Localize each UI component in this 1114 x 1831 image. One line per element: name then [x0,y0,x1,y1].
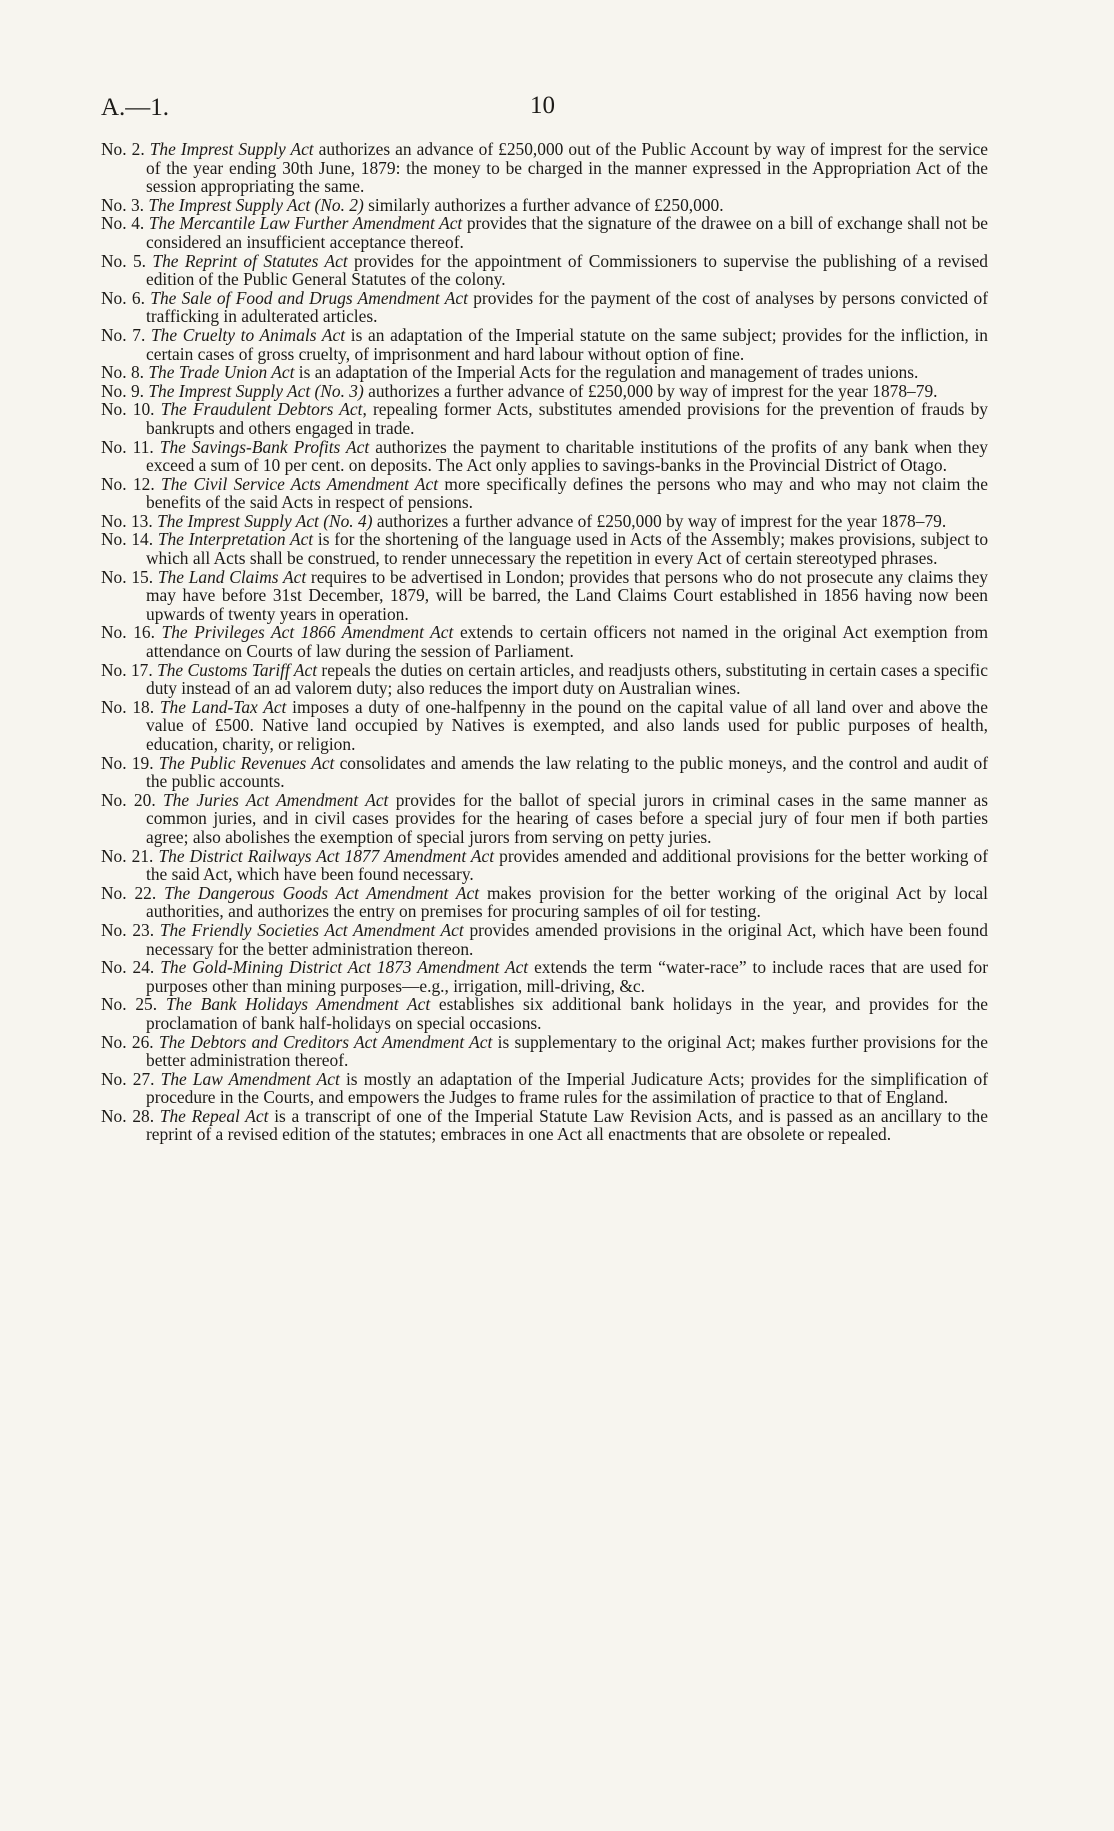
act-description: consolidates and amends the law relating to the public moneys, and the control and audit of the public accounts. [146,752,988,792]
act-description: establishes six additional bank holidays in the year, and provides for the proclamation of bank half-holidays on special occasions. [146,994,988,1033]
act-number: No. 24. [101,957,155,978]
act-title: The Interpretation Act [157,529,314,550]
act-entry [101,958,988,995]
act-description: provides for the ballot of special jurors in criminal cases in the same manner as common juries, and in civil cases provides for the hearing of cases before a special jury of four men if both parties agree; also abolishes the exemption of special jurors from serving on petty juries. [146,789,988,847]
act-entry [101,289,988,326]
act-number: No. 11. [101,436,154,457]
act-title: The Dangerous Goods Act Amendment Act [164,882,480,903]
act-entry [101,661,988,698]
act-entry [101,530,988,567]
act-description: authorizes a further advance of £250,000 by way of imprest for the year 1878–79. [363,380,938,401]
act-number: No. 27. [101,1068,155,1089]
act-number: No. 25. [101,994,158,1015]
act-entry [101,326,988,363]
act-description: provides that the signature of the drawee on a bill of exchange shall not be considered an insufficient acceptance thereof. [146,213,988,252]
act-description: imposes a duty of one-halfpenny in the pound on the capital value of all land over and above the value of £500. Native land occupied by Natives is exempted, and also lands used for public purposes of health, education, charity, or religion. [146,696,988,754]
act-number: No. 26. [101,1031,154,1052]
act-description: is a transcript of one of the Imperial Statute Law Revision Acts, and is passed as an ancillary to the reprint of a revised edition of the statutes; embraces in one Act all enactments that are obsolete or repealed. [146,1105,988,1145]
act-title: The Juries Act Amendment Act [163,789,389,810]
act-entry [101,847,988,884]
act-entry [101,995,988,1032]
act-description: provides amended and additional provisions for the better working of the said Act, which have been found necessary. [146,845,988,885]
act-number: No. 9. [101,380,144,401]
act-number: No. 17. [101,659,153,680]
act-number: No. 13. [101,510,153,531]
act-description: more specifically defines the persons who may and who may not claim the benefits of the said Acts in respect of pensions. [146,473,988,513]
act-title: The Civil Service Acts Amendment Act [161,473,439,494]
act-number: No. 22. [101,882,157,903]
act-description: is supplementary to the original Act; makes further provisions for the better administration thereof. [146,1031,988,1071]
act-description: provides amended provisions in the original Act, which have been found necessary for the better administration thereon. [146,919,988,959]
act-description: makes provision for the better working of the original Act by local authorities, and authorizes the entry on premises for procuring samples of oil for testing. [146,882,988,922]
act-number: No. 6. [101,287,145,308]
act-description: is an adaptation of the Imperial statute on the same subject; provides for the infliction, in certain cases of gross cruelty, of imprisonment and hard labour without option of fine. [146,324,988,364]
act-entry [101,196,988,215]
act-title: The Bank Holidays Amendment Act [165,994,431,1015]
act-entry [101,512,988,531]
act-entry [101,623,988,660]
act-description: repeals the duties on certain articles, and readjusts others, substituting in certain cases a specific duty instead of an ad valorem duty; also reduces the import duty on Australian wines. [146,659,988,699]
act-description: extends the term “water-race” to include races that are used for purposes other than mining purposes—e.g., irrigation, mill-driving, &c. [146,957,988,996]
act-title: The Debtors and Creditors Act Amendment Act [158,1031,493,1052]
act-number: No. 20. [101,789,156,810]
act-title: The Imprest Supply Act [149,139,314,159]
act-number: No. 18. [101,696,155,717]
act-title: The Imprest Supply Act (No. 2) [148,194,364,215]
act-title: The Mercantile Law Further Amendment Act [148,213,463,234]
act-entry [101,475,988,512]
act-entry [101,754,988,791]
act-number: No. 10. [101,399,155,420]
page-number: 10 [530,92,555,119]
act-description: extends to certain officers not named in the original Act exemption from attendance on Courts of law during the session of Parliament. [146,622,988,662]
act-number: No. 16. [101,622,155,643]
act-title: The Customs Tariff Act [157,659,318,680]
act-title: The Gold-Mining District Act 1873 Amendment Act [160,957,529,978]
act-title: The Imprest Supply Act (No. 3) [148,380,364,401]
act-list [101,140,988,1144]
act-entry [101,1033,988,1070]
act-description: , repealing former Acts, substitutes amended provisions for the prevention of frauds by bankrupts and others engaged in trade. [146,399,988,438]
act-number: No. 2. [101,139,145,159]
act-title: The Trade Union Act [148,362,295,383]
act-description: authorizes a further advance of £250,000 by way of imprest for the year 1878–79. [372,510,947,531]
act-title: The District Railways Act 1877 Amendment Act [158,845,495,866]
act-description: authorizes an advance of £250,000 out of the Public Account by way of imprest for the service of the year ending 30th June, 1879: the money to be charged in the manner expressed in the Appropriation Act of the session appropriating the same. [146,139,988,197]
act-description: is an adaptation of the Imperial Acts for the regulation and management of trades unions. [294,362,919,383]
act-number: No. 21. [101,845,154,866]
act-entry [101,568,988,624]
act-title: The Privileges Act 1866 Amendment Act [161,622,454,643]
act-entry [101,791,988,847]
act-title: The Law Amendment Act [160,1068,340,1089]
act-title: The Sale of Food and Drugs Amendment Act [150,287,468,308]
act-entry [101,1070,988,1107]
act-title: The Imprest Supply Act (No. 4) [157,510,373,531]
act-number: No. 7. [101,324,146,345]
act-entry [101,363,988,382]
act-description: authorizes the payment to charitable institutions of the profits of any bank when they exceed a sum of 10 per cent. on deposits. The Act only applies to savings-banks in the Provincial District of Otago. [146,436,988,476]
act-description: provides for the appointment of Commissioners to supervise the publishing of a revised edition of the Public General Statutes of the colony. [146,250,988,290]
act-entry [101,438,988,475]
act-entry [101,698,988,754]
act-entry [101,1107,988,1144]
act-entry [101,252,988,289]
act-description: provides for the payment of the cost of analyses by persons convicted of trafficking in adulterated articles. [146,287,988,327]
act-entry [101,140,988,196]
act-entry [101,382,988,401]
act-title: The Public Revenues Act [158,752,335,773]
act-description: is for the shortening of the language used in Acts of the Assembly; makes provisions, subject to which all Acts shall be construed, to render unnecessary the repetition in every Act of certain stereotyped phrases. [146,529,989,569]
act-description: similarly authorizes a further advance of £250,000. [363,194,724,215]
act-title: The Cruelty to Animals Act [151,324,346,345]
act-title: The Land-Tax Act [159,696,287,717]
act-number: No. 28. [101,1105,155,1126]
act-title: The Repeal Act [159,1105,269,1126]
act-number: No. 8. [101,362,144,383]
act-title: The Friendly Societies Act Amendment Act [159,919,464,940]
act-number: No. 14. [101,529,154,550]
act-description: is mostly an adaptation of the Imperial Judicature Acts; provides for the simplification of procedure in the Courts, and empowers the Judges to frame rules for the assimilation of practice to that of England. [146,1068,988,1108]
act-number: No. 15. [101,566,154,587]
act-number: No. 12. [101,473,155,494]
act-number: No. 19. [101,752,154,773]
act-number: No. 3. [101,194,144,215]
act-entry [101,400,988,437]
act-entry [101,214,988,251]
act-description: requires to be advertised in London; provides that persons who do not prosecute any claims they may have before 31st December, 1879, will be barred, the Land Claims Court established in 1856 having now been upwards of twenty years in operation. [146,566,988,624]
act-title: The Savings-Bank Profits Act [159,436,370,457]
act-entry [101,884,988,921]
act-number: No. 23. [101,919,155,940]
act-title: The Fraudulent Debtors Act [160,399,363,420]
act-number: No. 4. [101,213,145,234]
act-title: The Land Claims Act [157,566,307,587]
document-reference: A.—1. [101,94,170,121]
act-title: The Reprint of Statutes Act [152,250,348,271]
act-number: No. 5. [101,250,147,271]
act-entry [101,921,988,958]
